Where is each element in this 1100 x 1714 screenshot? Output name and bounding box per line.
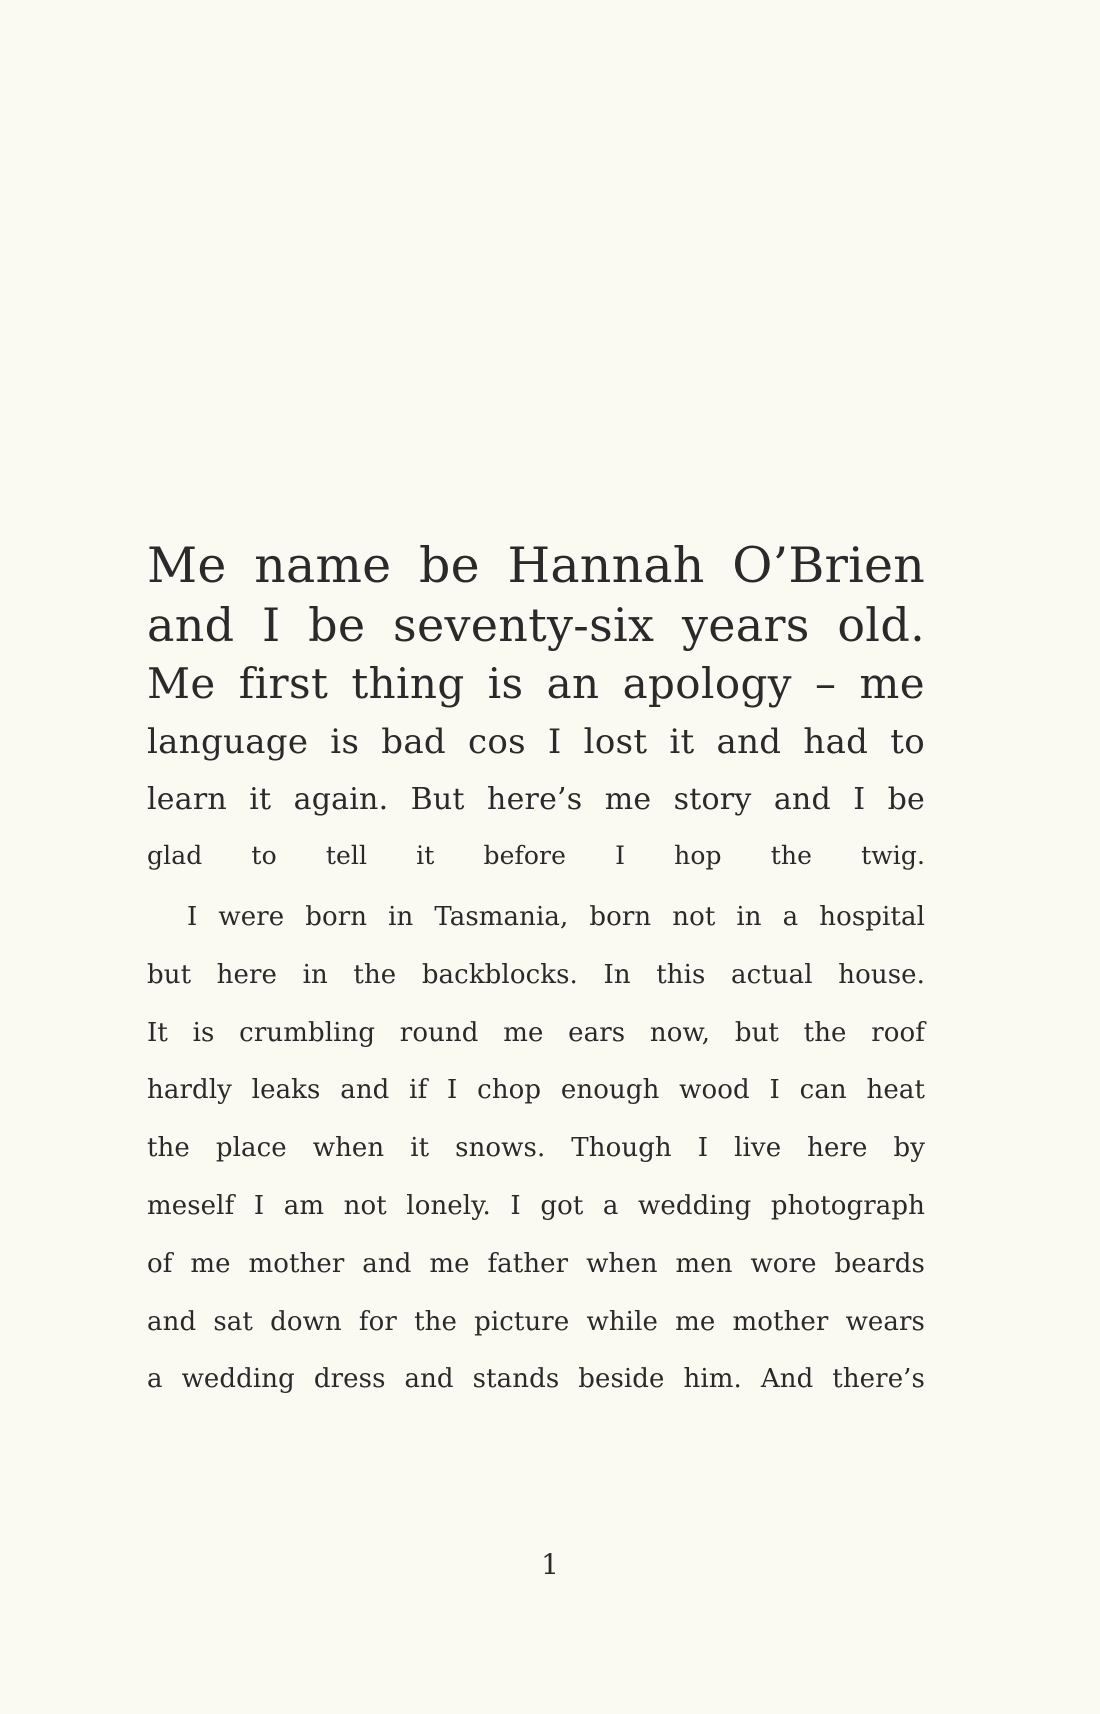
opening-line: Me name be Hannah O’Brien <box>147 537 925 594</box>
body-paragraph <box>147 889 925 1409</box>
page-number: 1 <box>541 1548 559 1581</box>
opening-paragraph <box>147 537 925 883</box>
paragraph-line: I were born in Tasmania, born not in a hospital <box>187 902 925 932</box>
paragraph-line: and sat down for the picture while me mother wears <box>147 1306 925 1337</box>
paragraph-line: hardly leaks and if I chop enough wood I can heat <box>147 1075 925 1106</box>
paragraph-line: meself I am not lonely. I got a wedding photograph <box>147 1190 925 1221</box>
paragraph-line: a wedding dress and stands beside him. And there’s <box>147 1364 925 1395</box>
opening-line: learn it again. But here’s me story and I be <box>147 782 925 817</box>
opening-line: Me first thing is an apology – me <box>147 659 925 708</box>
paragraph-line: but here in the backblocks. In this actual house. <box>147 959 925 990</box>
paragraph-line: of me mother and me father when men wore beards <box>147 1248 925 1279</box>
paragraph-line: the place when it snows. Though I live here by <box>147 1133 925 1164</box>
paragraph-line: It is crumbling round me ears now, but the roof <box>147 1017 925 1048</box>
opening-line: glad to tell it before I hop the twig. <box>147 841 925 870</box>
text-block <box>147 537 925 1409</box>
opening-line: and I be seventy-six years old. <box>147 598 925 652</box>
opening-line: language is bad cos I lost it and had to <box>147 722 925 762</box>
